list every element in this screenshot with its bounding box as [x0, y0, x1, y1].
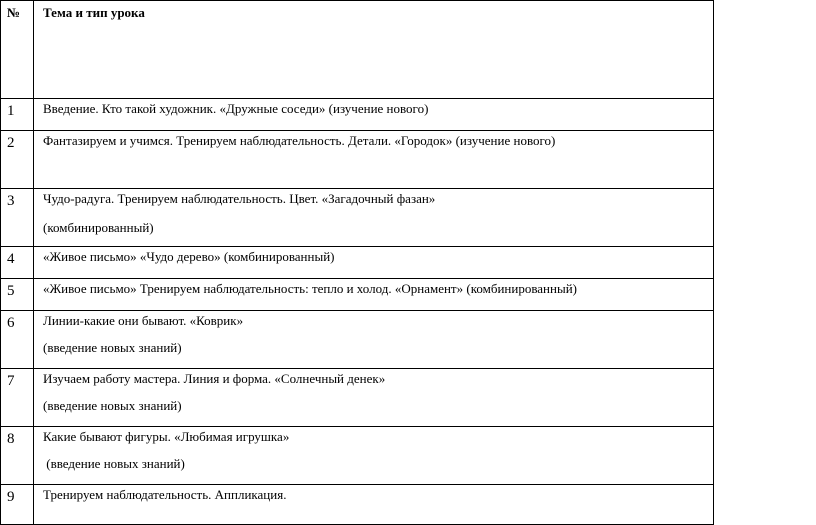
row-topic: [34, 247, 714, 279]
row-topic: [34, 131, 714, 189]
row-topic-line: (введение новых знаний): [43, 398, 182, 413]
row-topic-line: (введение новых знаний): [43, 456, 185, 471]
row-topic-line: Линии-какие они бывают. «Коврик»: [43, 313, 244, 328]
table-row: [1, 247, 714, 279]
table-row: [1, 131, 714, 189]
row-topic-line: (комбинированный): [43, 220, 154, 235]
row-topic-line: «Живое письмо» Тренируем наблюдательность: тепло и холод. «Орнамент» (комбинированный): [43, 281, 577, 296]
row-topic-line: Введение. Кто такой художник. «Дружные соседи» (изучение нового): [43, 101, 429, 116]
row-number: 3: [1, 189, 34, 247]
row-topic: [34, 369, 714, 427]
row-topic-line: Какие бывают фигуры. «Любимая игрушка»: [43, 429, 290, 444]
row-topic: [34, 189, 714, 247]
row-number: 7: [1, 369, 34, 427]
row-topic-line: Фантазируем и учимся. Тренируем наблюдательность. Детали. «Городок» (изучение нового): [43, 133, 556, 148]
row-topic-line: Тренируем наблюдательность. Аппликация.: [43, 487, 287, 502]
row-number: 6: [1, 311, 34, 369]
row-topic: [34, 99, 714, 131]
table-row: [1, 427, 714, 485]
header-number: №: [1, 1, 34, 99]
row-topic: [34, 279, 714, 311]
table-row: [1, 99, 714, 131]
table-header-row: [1, 1, 714, 99]
row-number: 1: [1, 99, 34, 131]
table-row: [1, 369, 714, 427]
row-topic-line: Чудо-радуга. Тренируем наблюдательность. Цвет. «Загадочный фазан»: [43, 191, 436, 206]
header-title: Тема и тип урока: [34, 1, 714, 99]
table-row: [1, 189, 714, 247]
row-topic: [34, 311, 714, 369]
row-topic: [34, 427, 714, 485]
table-row: [1, 311, 714, 369]
row-number: 4: [1, 247, 34, 279]
row-number: 9: [1, 485, 34, 525]
row-number: 2: [1, 131, 34, 189]
row-number: 5: [1, 279, 34, 311]
row-topic-line: (введение новых знаний): [43, 340, 182, 355]
table-row: [1, 279, 714, 311]
row-number: 8: [1, 427, 34, 485]
row-topic-line: Изучаем работу мастера. Линия и форма. «Солнечный денек»: [43, 371, 386, 386]
row-topic-line: «Живое письмо» «Чудо дерево» (комбинированный): [43, 249, 335, 264]
